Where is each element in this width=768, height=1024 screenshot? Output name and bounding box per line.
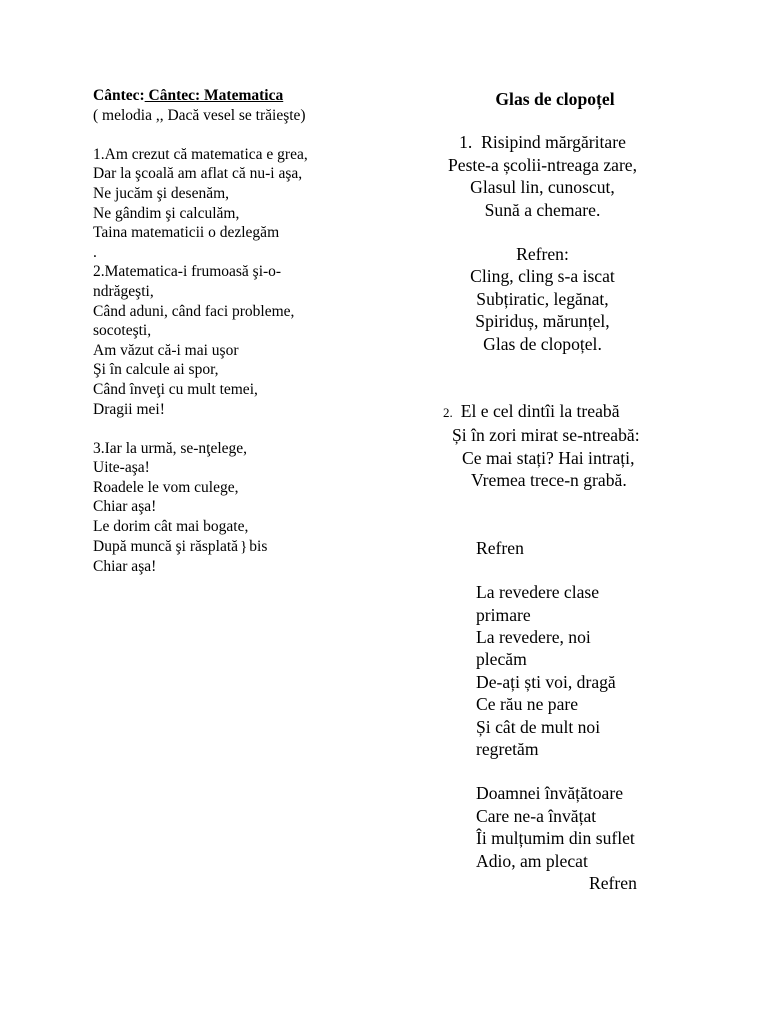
lyric-line: Subțiratic, legănat, — [476, 288, 609, 309]
lyric-line: Chiar aşa! — [93, 498, 157, 516]
verse-3 — [476, 581, 715, 760]
lyric-line: Și în zori mirat se-ntreabă: — [452, 425, 640, 446]
lyric-line: 2.Matematica-i frumoasă şi-o- — [93, 263, 282, 281]
stanza-1 — [93, 145, 383, 263]
verse-1 — [415, 131, 670, 221]
song-matematica — [93, 86, 383, 577]
verse-2 — [443, 400, 715, 492]
lyric-line: Doamnei învățătoare — [476, 783, 624, 804]
lyric-line: Şi în calcule ai spor, — [93, 361, 219, 379]
lyric-line: Roadele le vom culege, — [93, 478, 239, 496]
lyric-text: După muncă şi răsplată — [93, 537, 239, 555]
song-subtitle: ( melodia ,, Dacă vesel se trăieşte) — [93, 106, 306, 124]
lyric-line: . — [93, 243, 97, 261]
stanza-2 — [93, 262, 383, 419]
song-title: Glas de clopoțel — [495, 89, 615, 109]
refrain-label: Refren — [476, 537, 524, 558]
lyric-line: Îi mulțumim din suflet — [476, 828, 635, 849]
lyric-line: Ne gândim şi calculăm, — [93, 204, 240, 222]
refrain-label: Refren: — [516, 244, 569, 265]
bis-label: bis — [249, 537, 268, 555]
song-title — [93, 86, 383, 106]
lyric-line: Sună a chemare. — [484, 199, 601, 220]
lyric-line: De-ați ști voi, dragă — [476, 671, 616, 692]
lyric-line: primare — [476, 604, 531, 625]
lyric-line: La revedere, noi — [476, 626, 591, 647]
lyric-line: socoteşti, — [93, 322, 152, 340]
lyric-line: Peste-a școlii-ntreaga zare, — [447, 154, 638, 175]
lyric-line: Cling, cling s-a iscat — [470, 266, 615, 287]
lyric-line: Care ne-a învățat — [476, 805, 597, 826]
lyric-line: Și cât de mult noi — [476, 716, 601, 737]
repeat-brace-icon: } — [240, 538, 248, 555]
verse-number: 1. — [459, 132, 473, 153]
lyric-line: Chiar aşa! — [93, 558, 157, 576]
lyric-line: Uite-aşa! — [93, 459, 150, 477]
lyric-line — [443, 400, 715, 424]
lyric-line: Ce mai stați? Hai intrați, — [462, 447, 635, 468]
lyric-line: plecăm — [476, 649, 527, 670]
stanza-3 — [93, 439, 383, 577]
lyric-line: ndrăgeşti, — [93, 282, 154, 300]
refrain-2 — [476, 537, 715, 559]
lyric-text: El e cel dintîi la treabă — [460, 401, 620, 422]
verse-number: 2. — [443, 405, 453, 421]
lyric-line — [415, 131, 670, 153]
lyric-line: Am văzut că-i mai uşor — [93, 341, 239, 359]
lyric-line: Glas de clopoțel. — [483, 333, 602, 354]
lyric-line: Taina matematicii o dezlegăm — [93, 224, 280, 242]
lyric-text: Risipind mărgăritare — [481, 132, 626, 153]
lyric-line: La revedere clase — [476, 582, 600, 603]
lyric-line: Glasul lin, cunoscut, — [470, 177, 615, 198]
verse-4 — [476, 782, 715, 894]
lyric-line: Vremea trece-n grabă. — [471, 470, 627, 491]
song-glas-de-clopotel — [415, 88, 715, 894]
lyric-line: Când aduni, când faci probleme, — [93, 302, 295, 320]
lyric-line: Le dorim cât mai bogate, — [93, 518, 249, 536]
final-refrain-label: Refren — [589, 872, 637, 893]
lyric-line: Dar la şcoală am aflat că nu-i aşa, — [93, 165, 303, 183]
lyric-line: Ce rău ne pare — [476, 694, 579, 715]
title-prefix: Cântec: — [93, 87, 145, 104]
title-main: Cântec: Matematica — [144, 87, 284, 104]
lyric-line-bis — [93, 537, 383, 558]
lyric-line: Ne jucăm şi desenăm, — [93, 184, 230, 202]
refrain-1 — [415, 243, 670, 355]
lyric-line: 1.Am crezut că matematica e grea, — [93, 145, 308, 163]
lyric-line: regretăm — [476, 738, 539, 759]
lyric-line: Dragii mei! — [93, 400, 165, 418]
lyric-line: Adio, am plecat — [476, 850, 588, 871]
lyric-line: Spiriduș, mărunțel, — [475, 311, 610, 332]
lyric-line: Când înveţi cu mult temei, — [93, 380, 258, 398]
lyric-line: 3.Iar la urmă, se-nţelege, — [93, 439, 248, 457]
